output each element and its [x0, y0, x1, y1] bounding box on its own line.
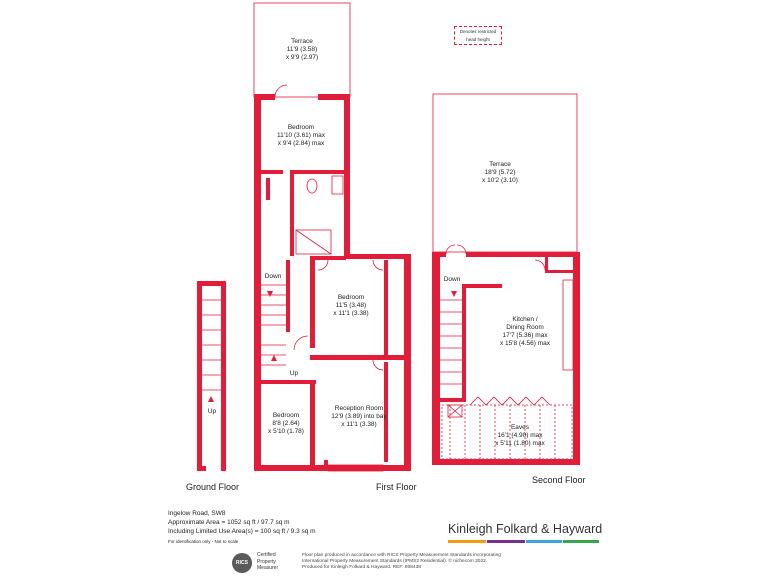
- room-kitchen: [480, 316, 570, 348]
- room-dim2: x 9'4 (2.84) max: [277, 140, 325, 147]
- room-name: Bedroom: [272, 412, 300, 419]
- brand-bar-blue: [526, 540, 562, 543]
- room-terrace-first: [262, 38, 342, 62]
- room-name: Bedroom: [337, 294, 365, 301]
- rics-line1: Certified: [257, 552, 276, 558]
- room-dim1: 12'9 (3.89) into bay: [331, 413, 387, 420]
- fine-print-line3: Produced for Kinleigh Folkard & Hayward. REF: 808438: [302, 565, 421, 570]
- room-dim1: 18'9 (5.72): [484, 169, 516, 176]
- brand-bar-orange: [448, 540, 486, 543]
- room-dim2: x 5'10 (1.78): [268, 428, 304, 435]
- room-dim2: x 11'1 (3.38): [333, 310, 369, 317]
- room-name: Terrace: [291, 38, 313, 45]
- room-dim1: 16'1 (4.90) max: [497, 432, 543, 439]
- floor-label-first: First Floor: [376, 482, 417, 492]
- room-name: Reception Room: [334, 405, 384, 412]
- restricted-height-legend: [454, 26, 502, 45]
- room-dim1: 11'5 (3.48): [335, 302, 367, 309]
- room-dim2: x 5'11 (1.80) max: [495, 440, 545, 447]
- rics-line2: Property: [257, 558, 276, 565]
- room-bedroom-mid: [314, 294, 388, 318]
- brand-bar-green: [563, 540, 599, 543]
- disclaimer: For identification only - Not to scale: [168, 539, 239, 544]
- rics-logo: RICS: [232, 553, 252, 573]
- stair-label-second-down: Down: [443, 276, 461, 283]
- room-name-line2: Dining Room: [506, 324, 544, 331]
- room-dim1: 8'8 (2.64): [272, 420, 300, 427]
- stair-label-ground-up: Up: [207, 408, 217, 415]
- room-eaves: [475, 424, 565, 448]
- fine-print: [302, 553, 542, 571]
- room-dim2: x 9'9 (2.97): [285, 54, 319, 61]
- limited-use-area: Including Limited Use Area(s) = 100 sq ft / 9.3 sq m: [168, 528, 316, 535]
- room-reception: [316, 405, 402, 429]
- stair-label-first-up: Up: [289, 370, 299, 377]
- ground-floor-walls: [197, 281, 226, 471]
- room-dim2: x 11'1 (3.38): [341, 421, 377, 428]
- room-dim1: 11'10 (3.61) max: [276, 132, 326, 139]
- room-dim2: x 15'8 (4.56) max: [499, 340, 550, 347]
- brand-name: Kinleigh Folkard & Hayward: [448, 522, 603, 536]
- stair-label-first-down: Down: [264, 273, 282, 280]
- room-dim1: 11'9 (3.58): [286, 46, 318, 53]
- room-dim2: x 10'2 (3.10): [482, 177, 518, 184]
- brand-bar-purple: [487, 540, 525, 543]
- legend-line1: Denotes restricted: [459, 29, 497, 34]
- room-bedroom-top: [258, 124, 344, 148]
- rics-line3: Measurer: [257, 565, 279, 571]
- room-name: Eaves: [510, 424, 530, 431]
- rics-badge: [232, 552, 290, 574]
- room-bedroom-small: [262, 412, 310, 436]
- room-name: Terrace: [489, 161, 511, 168]
- fine-print-line2: International Property Measurement Standards (IPMS2 Residential). © nichecom 2022.: [302, 559, 488, 564]
- room-dim1: 17'7 (5.36) max: [502, 332, 548, 339]
- address: Ingelow Road, SW8: [168, 510, 226, 517]
- room-name-line1: Kitchen /: [512, 316, 538, 323]
- fine-print-line1: Floor plan produced in accordance with RICS Property Measurement Standards incorporating: [302, 553, 501, 558]
- floor-label-ground: Ground Floor: [186, 482, 240, 492]
- room-name: Bedroom: [287, 124, 315, 131]
- approx-area: Approximate Area = 1052 sq ft / 97.7 sq m: [168, 519, 290, 526]
- room-terrace-second: [455, 161, 545, 185]
- floor-label-second: Second Floor: [532, 475, 586, 485]
- legend-line2: head height: [466, 36, 490, 42]
